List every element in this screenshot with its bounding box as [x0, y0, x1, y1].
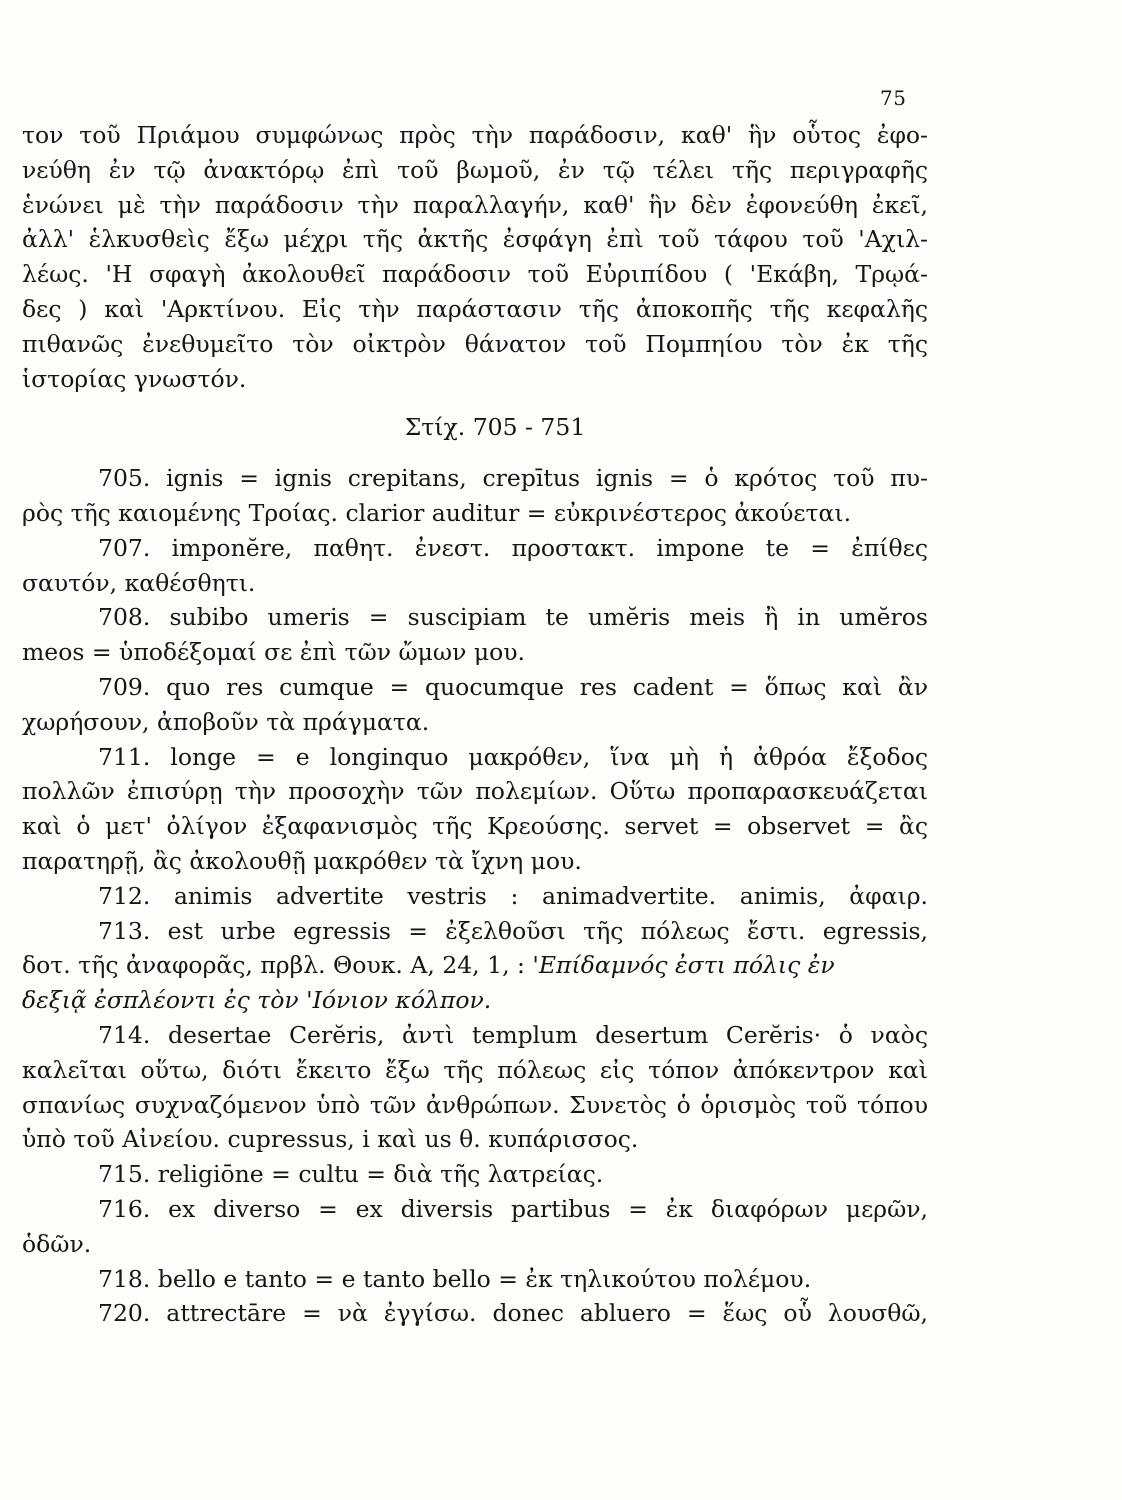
- intro-line: ἱστορίας γνωστόν.: [22, 364, 247, 393]
- intro-line: τον τοῦ Πριάμου συμφώνως πρὸς τὴν παράδοσιν, καθ' ἣν οὗτος ἐφο-: [22, 121, 928, 149]
- entry-714: [22, 1018, 928, 1157]
- intro-line: ἑνώνει μὲ τὴν παράδοσιν τὴν παραλλαγήν, καθ' ἣν δὲν ἐφονεύθη ἐκεῖ,: [22, 190, 928, 219]
- entry-712: [22, 879, 928, 914]
- entry-line: 718. bello e tanto = e tanto bello = ἐκ τηλικούτου πολέμου.: [98, 1264, 812, 1293]
- intro-line: λέως. 'Η σφαγὴ ἀκολουθεῖ παράδοσιν τοῦ Εὐριπίδου ( 'Εκάβη, Τρῳά-: [22, 260, 928, 289]
- entry-line: 714. desertae Cerĕris, ἀντὶ templum desertum Cerĕris· ὁ ναὸς: [98, 1020, 928, 1049]
- entry-line: 708. subibo umeris = suscipiam te umĕris meis ἢ in umĕros: [98, 603, 928, 632]
- entry-line: χωρήσουν, ἀποβοῦν τὰ πράγματα.: [22, 707, 430, 736]
- thucydides-quote-cont: δεξιᾷ ἐσπλέοντι ἐς τὸν 'Ιόνιον κόλπον.: [22, 986, 492, 1015]
- entry-line: δοτ. τῆς ἀναφορᾶς, πρβλ. Θουκ. Α, 24, 1, :: [22, 951, 525, 980]
- entry-720: [22, 1296, 928, 1331]
- entry-line: καὶ ὁ μετ' ὀλίγον ἐξαφανισμὸς τῆς Κρεούσης. servet = observet = ἂς: [22, 812, 928, 841]
- intro-line: ἀλλ' ἑλκυσθεὶς ἔξω μέχρι τῆς ἀκτῆς ἐσφάγη ἐπὶ τοῦ τάφου τοῦ 'Αχιλ-: [22, 225, 928, 254]
- entry-line: 709. quo res cumque = quocumque res cadent = ὅπως καὶ ἂν: [98, 672, 928, 701]
- entry-line: 713. est urbe egressis = ἐξελθοῦσι τῆς πόλεως ἔστι. egressis,: [98, 916, 928, 945]
- page-number: 75: [880, 86, 907, 110]
- entry-711: [22, 740, 928, 879]
- entry-713: [22, 914, 928, 1018]
- entry-line: 707. imponĕre, παθητ. ἐνεστ. προστακτ. impone te = ἐπίθες: [98, 533, 928, 562]
- entry-line: 720. attrectāre = νὰ ἐγγίσω. donec abluero = ἕως οὗ λουσθῶ,: [98, 1299, 928, 1328]
- commentary-entries: [22, 461, 928, 1331]
- entry-line: ρὸς τῆς καιομένης Τροίας. clarior auditur = εὐκρινέστερος ἀκούεται.: [22, 498, 852, 527]
- entry-709: [22, 670, 928, 740]
- intro-line: νεύθη ἐν τῷ ἀνακτόρῳ ἐπὶ τοῦ βωμοῦ, ἐν τῷ τέλει τῆς περιγραφῆς: [22, 155, 928, 184]
- thucydides-quote: 'Επίδαμνός ἐστι πόλις ἐν: [532, 951, 835, 980]
- entry-line: σαυτόν, καθέσθητι.: [22, 568, 256, 597]
- section-heading: Στίχ. 705 - 751: [404, 413, 586, 442]
- entry-716: [22, 1192, 928, 1262]
- entry-line: 715. religiōne = cultu = διὰ τῆς λατρείας.: [98, 1160, 604, 1189]
- intro-line: δες ) καὶ 'Αρκτίνου. Εἰς τὴν παράστασιν τῆς ἀποκοπῆς τῆς κεφαλῆς: [22, 294, 928, 323]
- entry-line: meos = ὑποδέξομαί σε ἐπὶ τῶν ὤμων μου.: [22, 638, 526, 667]
- entry-line-with-quote: [22, 948, 928, 983]
- entry-708: [22, 600, 928, 670]
- entry-line: παρατηρῇ, ἂς ἀκολουθῇ μακρόθεν τὰ ἴχνη μου.: [22, 846, 582, 875]
- entry-line: πολλῶν ἐπισύρῃ τὴν προσοχὴν τῶν πολεμίων. Οὕτω προπαρασκευάζεται: [22, 777, 928, 806]
- entry-718: [22, 1262, 928, 1297]
- entry-line: 705. ignis = ignis crepitans, crepītus ignis = ὁ κρότος τοῦ πυ-: [98, 464, 928, 493]
- entry-line: 711. longe = e longinquo μακρόθεν, ἵνα μὴ ἡ ἀθρόα ἔξοδος: [98, 742, 928, 771]
- entry-line: ὑπὸ τοῦ Αἰνείου. cupressus, i καὶ us θ. κυπάρισσος.: [22, 1125, 639, 1154]
- entry-line: σπανίως συχναζόμενον ὑπὸ τῶν ἀνθρώπων. Συνετὸς ὁ ὁρισμὸς τοῦ τόπου: [22, 1090, 928, 1119]
- intro-line: πιθανῶς ἐνεθυμεῖτο τὸν οἰκτρὸν θάνατον τοῦ Πομπηίου τὸν ἐκ τῆς: [22, 329, 928, 358]
- entry-line: 712. animis advertite vestris : animadvertite. animis, ἀφαιρ.: [98, 881, 928, 910]
- entry-line: 716. ex diverso = ex diversis partibus = ἐκ διαφόρων μερῶν,: [98, 1194, 928, 1223]
- page-text: [22, 118, 928, 1331]
- intro-paragraph: [22, 118, 928, 396]
- entry-line: καλεῖται οὕτω, διότι ἔκειτο ἔξω τῆς πόλεως εἰς τόπον ἀπόκεντρον καὶ: [22, 1055, 928, 1084]
- entry-line: ὁδῶν.: [22, 1229, 92, 1258]
- entry-705: [22, 461, 928, 531]
- entry-707: [22, 531, 928, 601]
- entry-715: [22, 1157, 928, 1192]
